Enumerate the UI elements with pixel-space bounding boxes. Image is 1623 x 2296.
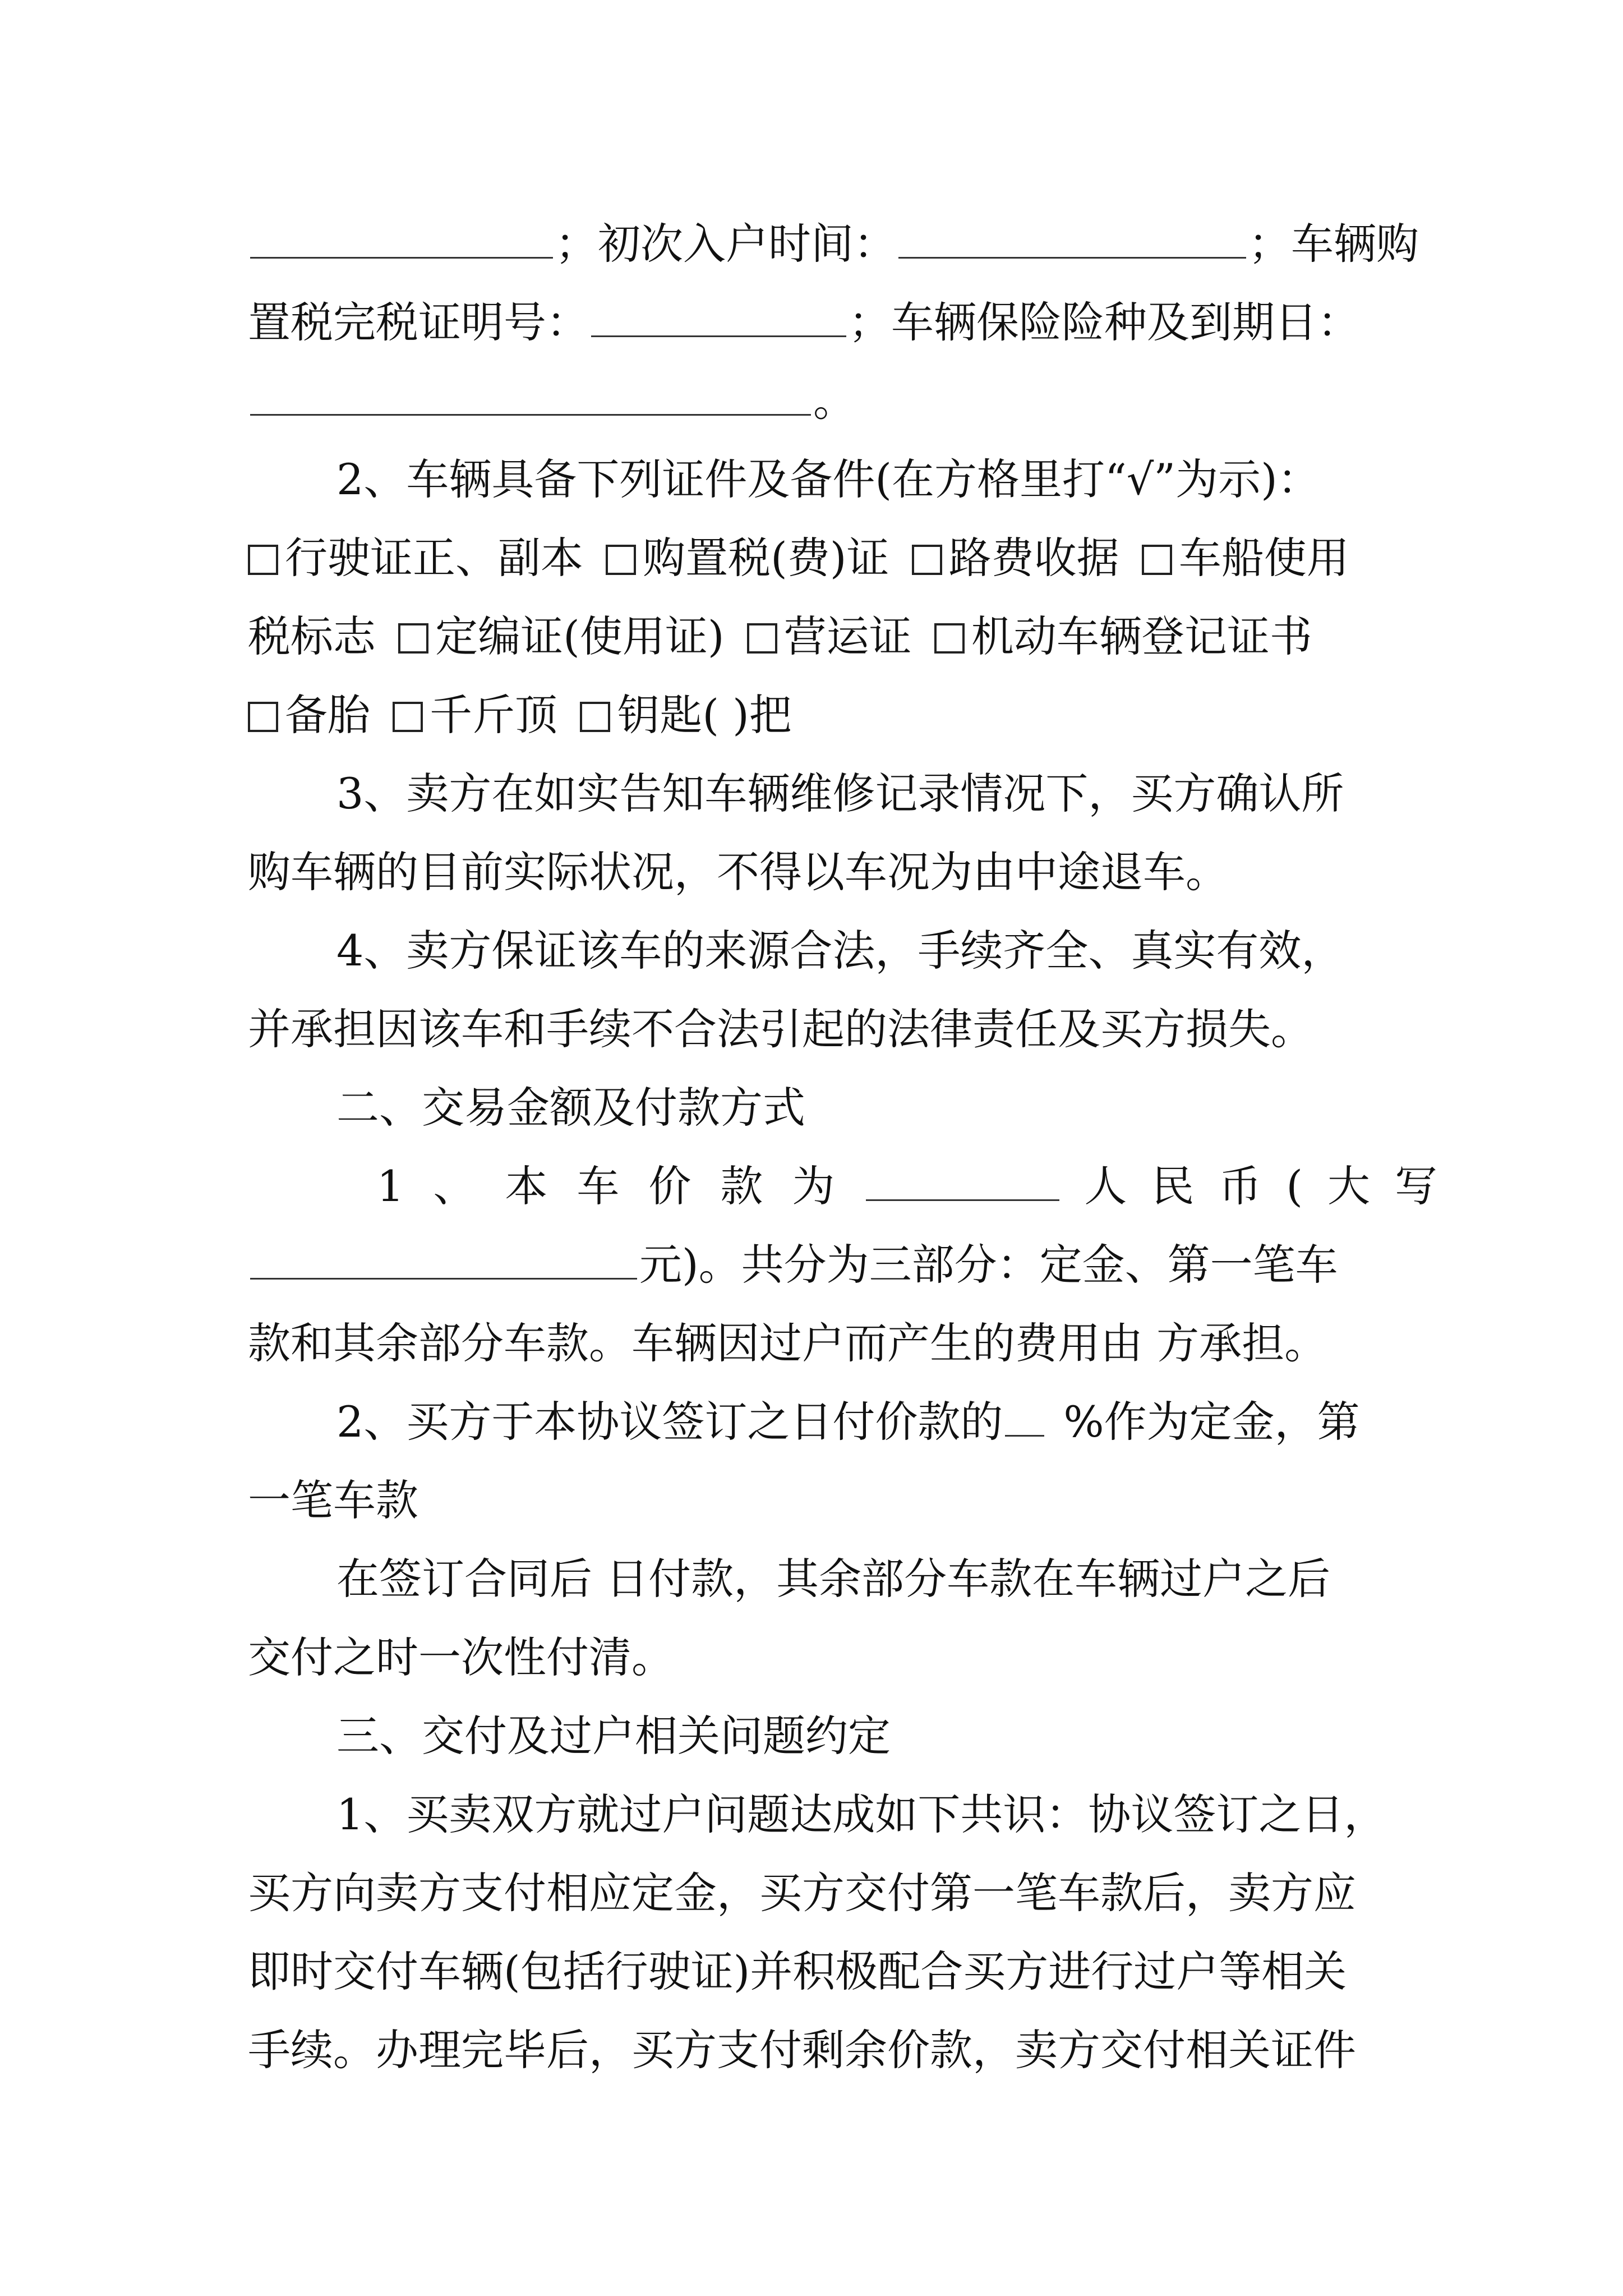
text-fragment: 三、交付及过户相关问题约定	[336, 1711, 891, 1761]
text-line-10	[336, 912, 1464, 990]
text-fragment: 一笔车款	[248, 1475, 418, 1525]
checkbox-icon	[580, 702, 610, 732]
checkbox-label: 千斤顶	[430, 690, 558, 740]
blank-field	[591, 303, 846, 337]
checkbox-icon	[248, 545, 278, 575]
text-line-17	[248, 1461, 1375, 1540]
text-fragment: 购车辆的目前实际状况，不得以车况为由中途退车。	[248, 847, 1228, 897]
text-line-14	[248, 1226, 1375, 1304]
text-line-24	[248, 2011, 1375, 2090]
text-fragment: 1、本车价款为	[377, 1161, 864, 1211]
text-line-23	[248, 1932, 1375, 2011]
text-line-13	[377, 1147, 1504, 1226]
text-fragment: 税标志	[248, 611, 376, 661]
text-line-8	[336, 754, 1464, 833]
blank-field	[866, 1167, 1059, 1201]
text-line-5	[248, 519, 1375, 597]
checkbox-label: 备胎	[285, 690, 370, 740]
checkbox-label: 车船使用	[1178, 533, 1349, 583]
checkbox-icon	[248, 702, 278, 732]
checkbox-icon	[912, 545, 942, 575]
text-fragment: 人民币(大写	[1084, 1161, 1463, 1211]
checkbox-label: 行驶证正、副本	[285, 533, 583, 583]
checkbox-icon	[747, 623, 777, 654]
text-fragment: ；车辆购	[1248, 219, 1419, 269]
checkbox-icon	[934, 623, 965, 654]
text-fragment: 在签订合同后 日付款，其余部分车款在车辆过户之后	[336, 1554, 1331, 1604]
section-heading	[336, 1069, 1464, 1147]
checkbox-label: 钥匙( )把	[617, 690, 792, 740]
blank-field	[250, 224, 553, 259]
text-line-11	[248, 990, 1375, 1069]
text-fragment: 手续。办理完毕后，买方支付剩余价款，卖方交付相关证件	[248, 2025, 1356, 2075]
checkbox-icon	[1142, 545, 1172, 575]
checkbox-label: 购置税(费)证	[643, 533, 889, 583]
text-line-3	[248, 362, 1375, 440]
text-fragment: 元)。共分为三部分：定金、第一笔车	[639, 1240, 1338, 1290]
text-fragment: 。	[813, 376, 856, 426]
text-fragment: 置税完税证明号：	[248, 297, 589, 347]
text-line-15	[248, 1304, 1375, 1383]
text-line-9	[248, 833, 1375, 912]
text-fragment: ；车辆保险险种及到期日：	[849, 297, 1360, 347]
text-fragment: 2、车辆具备下列证件及备件(在方格里打“√”为示)：	[336, 454, 1320, 504]
text-fragment: 即时交付车辆(包括行驶证)并积极配合买方进行过户等相关	[248, 1947, 1347, 1996]
text-line-16	[336, 1383, 1464, 1461]
text-fragment: 2、买方于本协议签订之日付价款的	[336, 1397, 1003, 1447]
text-fragment: 款和其余部分车款。车辆因过户而产生的费用由 方承担。	[248, 1318, 1327, 1368]
checkbox-label: 营运证	[783, 611, 912, 661]
checkbox-icon	[606, 545, 636, 575]
text-fragment: 3、卖方在如实告知车辆维修记录情况下，买方确认所	[336, 769, 1344, 818]
blank-field	[898, 224, 1246, 259]
text-line-18	[336, 1540, 1464, 1618]
text-fragment: %作为定金，第	[1063, 1397, 1360, 1447]
text-line-1	[248, 205, 1419, 283]
blank-field	[1005, 1402, 1044, 1437]
text-fragment: 1、买卖双方就过户问题达成如下共识：协议签订之日，	[336, 1789, 1387, 1839]
text-line-4	[336, 440, 1464, 519]
text-fragment: 买方向卖方支付相应定金，买方交付第一笔车款后，卖方应	[248, 1868, 1356, 1918]
checkbox-label: 机动车辆登记证书	[971, 611, 1312, 661]
text-line-2	[248, 283, 1375, 362]
text-fragment: 交付之时一次性付清。	[248, 1632, 674, 1682]
text-fragment: ；初次入户时间：	[555, 219, 896, 269]
text-fragment: 并承担因该车和手续不合法引起的法律责任及买方损失。	[248, 1004, 1313, 1054]
text-line-19	[248, 1618, 1375, 1697]
checkbox-icon	[398, 623, 428, 654]
section-heading	[336, 1697, 1464, 1775]
blank-field	[250, 1245, 637, 1280]
checkbox-label: 定编证(使用证)	[435, 611, 725, 661]
text-line-7	[248, 676, 1375, 754]
text-fragment: 4、卖方保证该车的来源合法，手续齐全、真实有效，	[336, 926, 1344, 976]
blank-field	[250, 381, 811, 416]
text-line-6	[248, 597, 1375, 676]
checkbox-icon	[393, 702, 423, 732]
text-fragment: 二、交易金额及付款方式	[336, 1083, 805, 1133]
text-line-22	[248, 1854, 1375, 1932]
text-line-21	[336, 1775, 1464, 1854]
checkbox-label: 路费收据	[948, 533, 1119, 583]
